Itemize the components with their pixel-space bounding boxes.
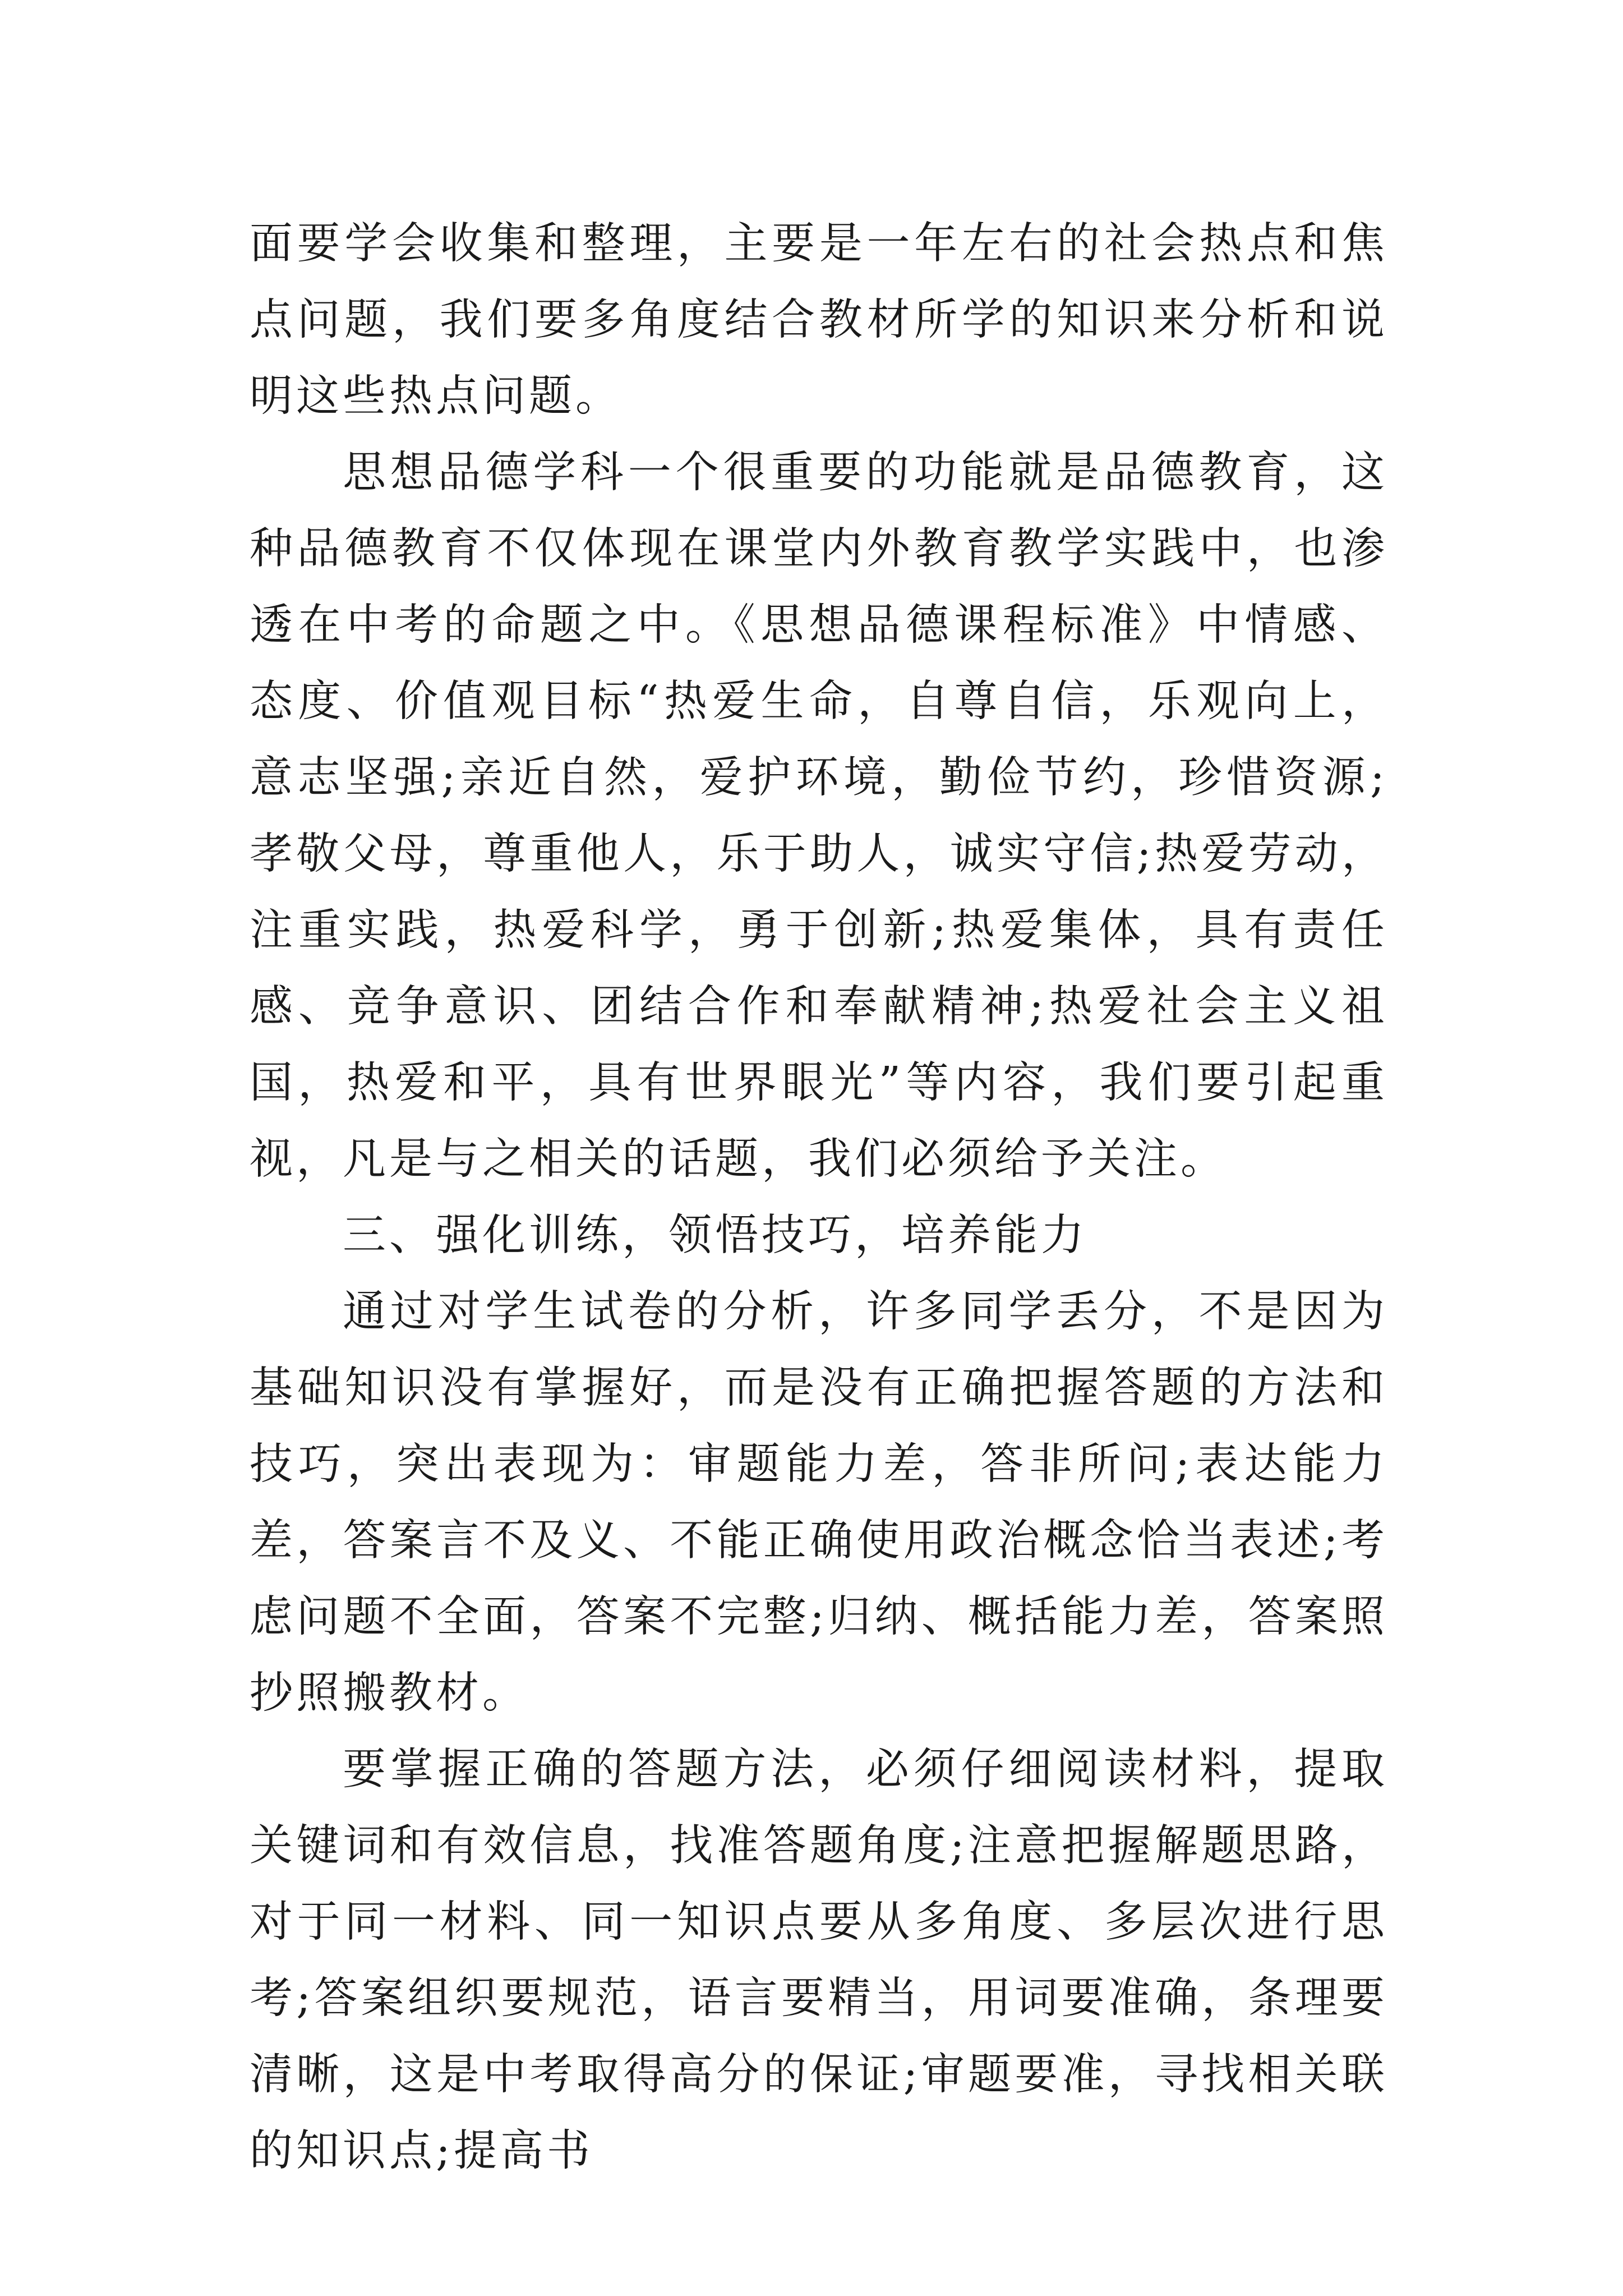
section-heading: 三、强化训练，领悟技巧，培养能力 (343, 1211, 1087, 1260)
paragraph-2: 思想品德学科一个很重要的功能就是品德教育，这种品德教育不仅体现在课堂内外教育教学实践中，也渗透在中考的命题之中。《思想品德课程标准》中情感、态度、价值观目标“热爱生命，自尊自信，乐观向上，意志坚强;亲近自然，爱护环境，勤俭节约，珍惜资源;孝敬父母，尊重他人，乐于助人，诚实守信;热爱劳动，注重实践，热爱科学，勇于创新;热爱集体，具有责任感、竞争意识、团结合作和奉献精神;热爱社会主义祖国，热爱和平，具有世界眼光”等内容，我们要引起重视，凡是与之相关的话题，我们必须给予关注。 (250, 448, 1388, 1184)
paragraph-3: 通过对学生试卷的分析，许多同学丢分，不是因为基础知识没有掌握好，而是没有正确把握答题的方法和技巧，突出表现为：审题能力差，答非所问;表达能力差，答案言不及义、不能正确使用政治概念恰当表述;考虑问题不全面，答案不完整;归纳、概括能力差，答案照抄照搬教材。 (250, 1287, 1388, 1718)
paragraph-1: 面要学会收集和整理，主要是一年左右的社会热点和焦点问题，我们要多角度结合教材所学的知识来分析和说明这些热点问题。 (250, 219, 1388, 421)
body-text (250, 206, 1388, 2189)
paragraph-4: 要掌握正确的答题方法，必须仔细阅读材料，提取关键词和有效信息，找准答题角度;注意把握解题思路，对于同一材料、同一知识点要从多角度、多层次进行思考;答案组织要规范，语言要精当，用词要准确，条理要清晰，这是中考取得高分的保证;审题要准，寻找相关联的知识点;提高书 (250, 1745, 1388, 2176)
